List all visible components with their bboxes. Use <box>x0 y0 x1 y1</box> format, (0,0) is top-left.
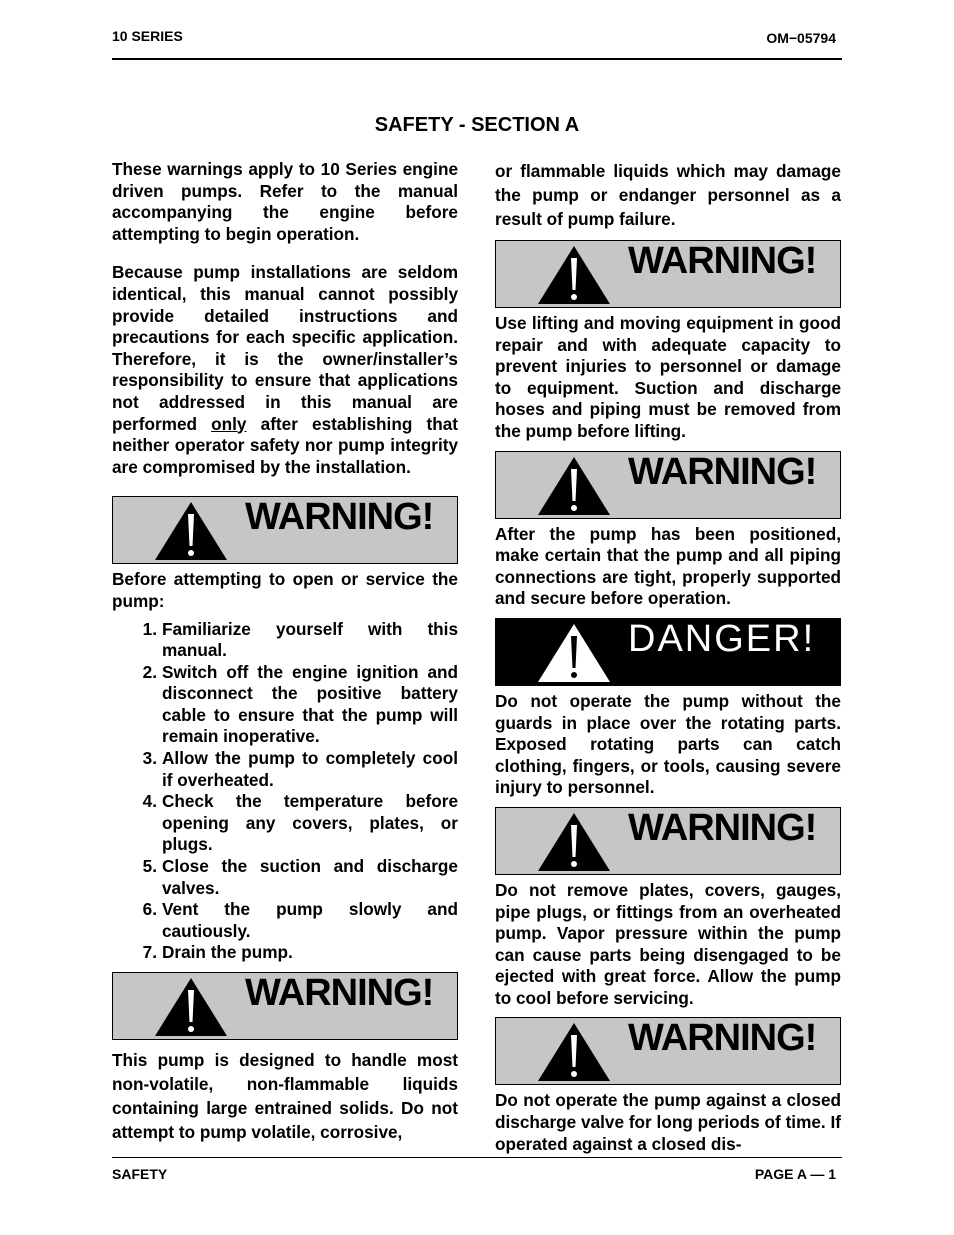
installation-paragraph <box>112 262 458 478</box>
intro-paragraph: These warnings apply to 10 Series engine driven pumps. Refer to the manual accompanying the engine before attempting to begin operation. <box>112 159 458 244</box>
warning-label: WARNING! <box>628 1017 817 1060</box>
warning-sign <box>112 972 458 1040</box>
left-column <box>112 159 458 1144</box>
warning-sign <box>495 1017 841 1085</box>
warning-label: WARNING! <box>245 972 434 1014</box>
danger-triangle-icon <box>536 622 612 684</box>
warning-label: WARNING! <box>628 806 817 849</box>
step-text: Vent the pump slowly and cautiously. <box>162 899 458 941</box>
installation-text-a: Because pump installations are seldom identical, this manual cannot possibly provide detailed instructions and precautions for each specific application. Therefore, it is the owner/installer’s responsibility to ensure that applications not addressed in this manual are performed <box>112 262 458 434</box>
service-intro: Before attempting to open or service the pump: <box>112 569 458 611</box>
step-number: 6. <box>142 899 157 920</box>
footer-section: SAFETY <box>112 1166 168 1182</box>
warning-triangle-icon <box>536 455 612 517</box>
header-doc-number: OM−05794 <box>766 30 836 46</box>
warning-sign <box>495 807 841 875</box>
warning-triangle-icon <box>536 811 612 873</box>
warning-label: WARNING! <box>628 450 817 493</box>
service-step <box>112 899 458 942</box>
positioning-paragraph: After the pump has been positioned, make certain that the pump and all piping connections are tight, properly supported and secure before operation. <box>495 523 841 609</box>
guards-paragraph: Do not operate the pump without the guards in place over the rotating parts. Exposed rotating parts can catch clothing, fingers, or tools, causing severe injury to personnel. <box>495 690 841 798</box>
service-step <box>112 748 458 791</box>
footer-page-number: PAGE A — 1 <box>754 1166 836 1182</box>
warning-label: WARNING! <box>245 496 434 539</box>
warning-sign <box>495 240 841 308</box>
danger-label: DANGER! <box>628 617 816 660</box>
warning-label: WARNING! <box>628 240 817 282</box>
step-text: Allow the pump to completely cool if overheated. <box>162 748 458 790</box>
service-steps <box>112 619 458 965</box>
page-title: SAFETY - SECTION A <box>374 114 580 136</box>
warning-triangle-icon <box>536 244 612 306</box>
step-text: Drain the pump. <box>162 942 293 963</box>
step-number: 5. <box>142 856 157 877</box>
step-number: 3. <box>142 748 157 769</box>
underlined-only: only <box>211 413 247 434</box>
closed-valve-paragraph: Do not operate the pump against a closed discharge valve for long periods of time. If operated against a closed dis- <box>495 1090 841 1154</box>
installation-text-b: after establishing that neither operator safety nor pump integrity are compromised by the installation. <box>112 413 458 477</box>
right-column <box>495 159 841 1155</box>
warning-triangle-icon <box>153 500 229 562</box>
liquids-continued: or flammable liquids which may damage the pump or endanger personnel as a result of pump failure. <box>495 161 841 229</box>
service-step <box>112 619 458 662</box>
footer-rule <box>112 1157 842 1158</box>
step-number: 4. <box>142 791 157 812</box>
step-number: 1. <box>142 618 157 639</box>
danger-sign <box>495 618 841 686</box>
warning-triangle-icon <box>536 1021 612 1083</box>
header-series: 10 SERIES <box>112 28 183 44</box>
header-rule <box>112 58 842 60</box>
step-number: 7. <box>142 942 157 963</box>
liquids-paragraph: This pump is designed to handle most non-volatile, non-flammable liquids containing large entrained solids. Do not attempt to pump volatile, corrosive, <box>112 1050 458 1142</box>
lifting-paragraph: Use lifting and moving equipment in good repair and with adequate capacity to prevent injuries to personnel or damage to equipment. Suction and discharge hoses and piping must be removed from the pump before lifting. <box>495 313 841 441</box>
step-text: Familiarize yourself with this manual. <box>162 618 458 661</box>
service-step <box>112 942 458 964</box>
warning-triangle-icon <box>153 976 229 1038</box>
step-text: Switch off the engine ignition and disconnect the positive battery cable to ensure that the pump will remain inoperative. <box>162 661 458 747</box>
step-number: 2. <box>142 661 157 682</box>
step-text: Check the temperature before opening any covers, plates, or plugs. <box>162 791 458 855</box>
step-text: Close the suction and discharge valves. <box>162 856 458 898</box>
warning-sign <box>495 451 841 519</box>
warning-sign <box>112 496 458 564</box>
service-step <box>112 856 458 899</box>
service-step <box>112 791 458 856</box>
overheated-paragraph: Do not remove plates, covers, gauges, pipe plugs, or fittings from an overheated pump. Vapor pressure within the pump can cause parts being disengaged to be ejected with great force. Allow the pump to cool before servicing. <box>495 879 841 1008</box>
service-step <box>112 662 458 748</box>
